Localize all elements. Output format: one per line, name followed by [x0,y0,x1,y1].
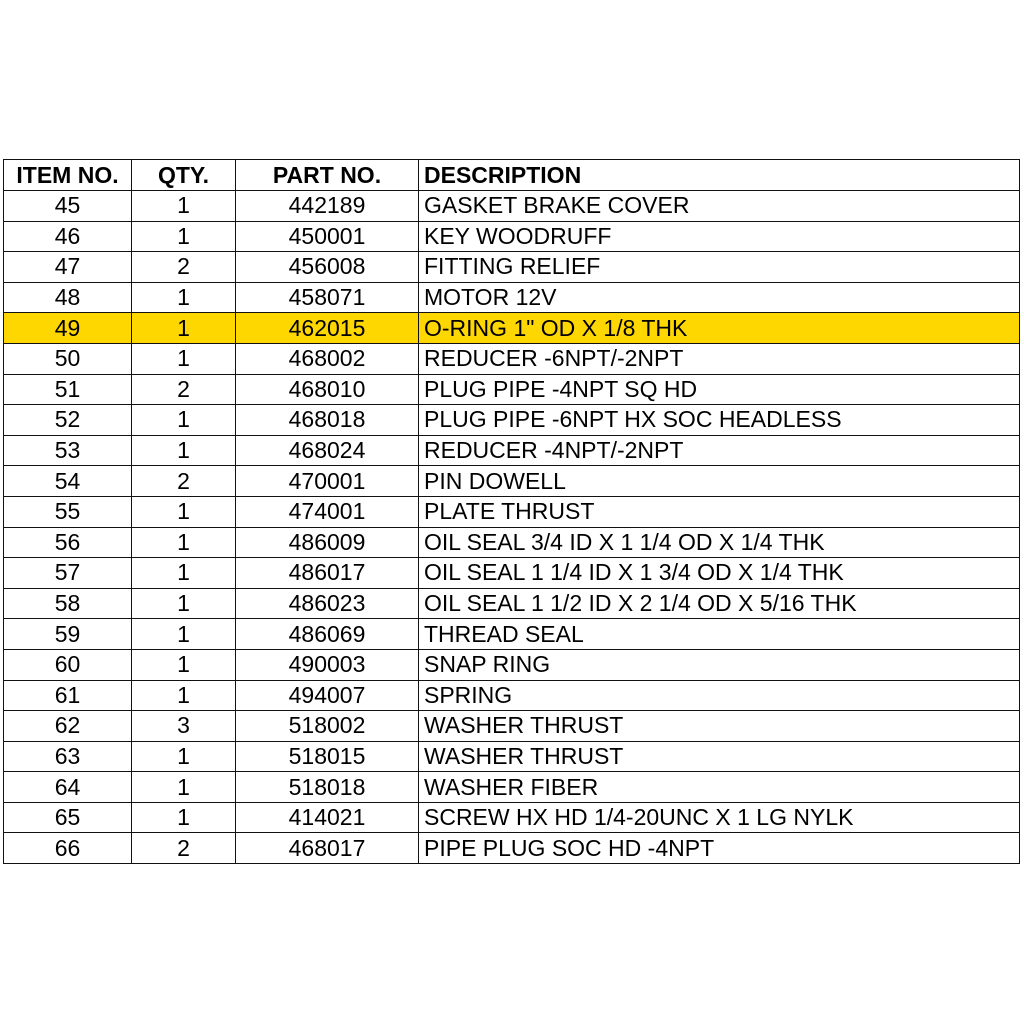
cell-qty: 1 [132,435,236,466]
cell-item-no: 46 [4,221,132,252]
cell-item-no: 61 [4,680,132,711]
cell-qty: 1 [132,191,236,222]
cell-qty: 1 [132,558,236,589]
cell-item-no: 53 [4,435,132,466]
table-row [4,282,1020,313]
header-description: DESCRIPTION [419,160,1020,191]
cell-item-no: 55 [4,496,132,527]
cell-part-no: 518015 [236,741,419,772]
table-row [4,772,1020,803]
cell-qty: 1 [132,405,236,436]
cell-item-no: 57 [4,558,132,589]
cell-part-no: 494007 [236,680,419,711]
cell-item-no: 49 [4,313,132,344]
cell-qty: 2 [132,466,236,497]
cell-qty: 1 [132,496,236,527]
cell-part-no: 518018 [236,772,419,803]
table-row [4,680,1020,711]
cell-part-no: 470001 [236,466,419,497]
cell-description: MOTOR 12V [419,282,1020,313]
cell-qty: 2 [132,252,236,283]
header-qty: QTY. [132,160,236,191]
cell-part-no: 468024 [236,435,419,466]
cell-item-no: 65 [4,802,132,833]
table-row [4,191,1020,222]
cell-description: REDUCER -4NPT/-2NPT [419,435,1020,466]
cell-item-no: 52 [4,405,132,436]
cell-description: OIL SEAL 1 1/4 ID X 1 3/4 OD X 1/4 THK [419,558,1020,589]
cell-description: THREAD SEAL [419,619,1020,650]
cell-description: SCREW HX HD 1/4-20UNC X 1 LG NYLK [419,802,1020,833]
cell-item-no: 47 [4,252,132,283]
table-row [4,343,1020,374]
cell-description: PIPE PLUG SOC HD -4NPT [419,833,1020,864]
cell-qty: 1 [132,649,236,680]
cell-qty: 2 [132,374,236,405]
table-header-row [4,160,1020,191]
cell-part-no: 468017 [236,833,419,864]
header-item-no: ITEM NO. [4,160,132,191]
cell-qty: 1 [132,282,236,313]
cell-item-no: 59 [4,619,132,650]
cell-description: PLUG PIPE -6NPT HX SOC HEADLESS [419,405,1020,436]
table-row [4,466,1020,497]
cell-qty: 1 [132,802,236,833]
cell-description: WASHER THRUST [419,741,1020,772]
cell-qty: 3 [132,711,236,742]
cell-item-no: 56 [4,527,132,558]
cell-part-no: 468010 [236,374,419,405]
cell-description: WASHER FIBER [419,772,1020,803]
cell-qty: 1 [132,588,236,619]
cell-qty: 1 [132,343,236,374]
table-row [4,833,1020,864]
cell-item-no: 64 [4,772,132,803]
header-part-no: PART NO. [236,160,419,191]
cell-description: REDUCER -6NPT/-2NPT [419,343,1020,374]
cell-item-no: 54 [4,466,132,497]
cell-item-no: 48 [4,282,132,313]
cell-description: SNAP RING [419,649,1020,680]
cell-description: O-RING 1" OD X 1/8 THK [419,313,1020,344]
parts-table [3,159,1020,864]
cell-qty: 1 [132,680,236,711]
table-row [4,619,1020,650]
table-row [4,496,1020,527]
table-row [4,313,1020,344]
cell-part-no: 458071 [236,282,419,313]
cell-item-no: 50 [4,343,132,374]
cell-part-no: 474001 [236,496,419,527]
cell-item-no: 63 [4,741,132,772]
cell-item-no: 58 [4,588,132,619]
cell-description: KEY WOODRUFF [419,221,1020,252]
table-row [4,435,1020,466]
cell-part-no: 456008 [236,252,419,283]
cell-description: GASKET BRAKE COVER [419,191,1020,222]
cell-qty: 1 [132,772,236,803]
cell-part-no: 518002 [236,711,419,742]
cell-qty: 1 [132,313,236,344]
table-row [4,558,1020,589]
cell-description: PLATE THRUST [419,496,1020,527]
cell-item-no: 60 [4,649,132,680]
cell-item-no: 51 [4,374,132,405]
cell-qty: 1 [132,221,236,252]
table-body [4,191,1020,864]
cell-description: SPRING [419,680,1020,711]
cell-qty: 2 [132,833,236,864]
table-row [4,711,1020,742]
cell-part-no: 486009 [236,527,419,558]
cell-part-no: 486069 [236,619,419,650]
table-row [4,802,1020,833]
cell-description: OIL SEAL 1 1/2 ID X 2 1/4 OD X 5/16 THK [419,588,1020,619]
cell-qty: 1 [132,619,236,650]
cell-description: PLUG PIPE -4NPT SQ HD [419,374,1020,405]
cell-qty: 1 [132,741,236,772]
cell-description: FITTING RELIEF [419,252,1020,283]
table-row [4,221,1020,252]
cell-part-no: 468002 [236,343,419,374]
cell-qty: 1 [132,527,236,558]
cell-description: OIL SEAL 3/4 ID X 1 1/4 OD X 1/4 THK [419,527,1020,558]
table-row [4,588,1020,619]
cell-part-no: 414021 [236,802,419,833]
cell-part-no: 468018 [236,405,419,436]
table-row [4,649,1020,680]
table-row [4,252,1020,283]
cell-description: WASHER THRUST [419,711,1020,742]
cell-description: PIN DOWELL [419,466,1020,497]
cell-part-no: 462015 [236,313,419,344]
cell-part-no: 442189 [236,191,419,222]
cell-part-no: 486017 [236,558,419,589]
cell-item-no: 45 [4,191,132,222]
cell-part-no: 450001 [236,221,419,252]
cell-part-no: 490003 [236,649,419,680]
table-row [4,405,1020,436]
table-row [4,527,1020,558]
cell-item-no: 62 [4,711,132,742]
cell-part-no: 486023 [236,588,419,619]
cell-item-no: 66 [4,833,132,864]
table-row [4,741,1020,772]
table-row [4,374,1020,405]
